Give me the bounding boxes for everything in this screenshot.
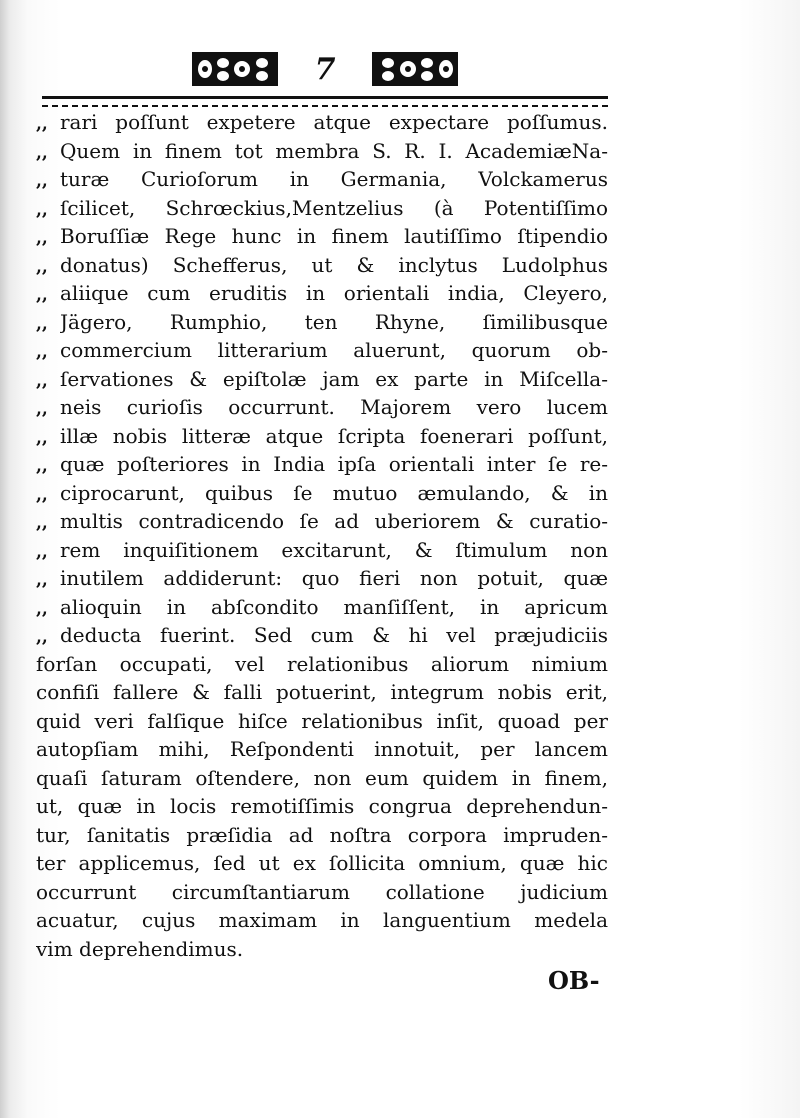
- text-line: [36, 564, 608, 593]
- text-line: [36, 137, 608, 166]
- text-line: [36, 792, 608, 821]
- text-line: [36, 365, 608, 394]
- text-line: [36, 764, 608, 793]
- quotation-mark: ,,: [36, 313, 48, 334]
- quotation-mark: ,,: [36, 456, 48, 476]
- quotation-mark: ,,: [36, 370, 48, 391]
- text-line: [36, 821, 608, 850]
- line-text: donatus) Schefferus, ut & inclytus Ludolphus: [60, 252, 608, 277]
- quotation-mark: ,,: [36, 627, 48, 647]
- text-line: [36, 621, 608, 650]
- catchword: OB-: [548, 966, 600, 995]
- line-text: ut, quæ in locis remotiſſimis congrua deprehendun-: [36, 794, 608, 818]
- line-text: rem inquiſitionem excitarunt, & ſtimulum non: [60, 537, 608, 562]
- text-line: [36, 308, 608, 337]
- quotation-mark: ,,: [36, 228, 48, 248]
- right-ornament-icon: [370, 48, 460, 90]
- quotation-mark: ,,: [36, 541, 48, 562]
- line-text: vim deprehendimus.: [36, 936, 244, 961]
- line-text: quid veri falſique hiſce relationibus inſit, quoad per: [36, 708, 608, 733]
- text-line: [36, 450, 608, 479]
- line-text: tur, ſanitatis præſidia ad noſtra corpora impruden-: [36, 822, 608, 847]
- quotation-mark: ,,: [36, 399, 48, 419]
- quotation-mark: ,,: [36, 256, 48, 277]
- line-text: turæ Curioſorum in Germania, Volckamerus: [60, 167, 608, 191]
- line-text: commercium litterarium aluerunt, quorum ob-: [60, 338, 608, 362]
- page-header: [190, 44, 460, 94]
- line-text: quæ poſteriores in India ipſa orientali inter ſe re-: [60, 452, 608, 476]
- text-line: [36, 222, 608, 251]
- quotation-mark: ,,: [36, 598, 48, 619]
- line-text: deducta fuerint. Sed cum & hi vel præjudiciis: [60, 623, 608, 647]
- quotation-mark: ,,: [36, 570, 48, 590]
- quotation-mark: ,,: [36, 171, 48, 191]
- text-line: [36, 935, 608, 964]
- body-text: [36, 108, 608, 963]
- quotation-mark: ,,: [36, 513, 48, 533]
- text-line: [36, 593, 608, 622]
- text-line: [36, 393, 608, 422]
- line-text: quaſi ſaturam oſtendere, non eum quidem in finem,: [36, 765, 608, 790]
- text-line: [36, 336, 608, 365]
- header-rule: [42, 96, 608, 107]
- quotation-mark: ,,: [36, 427, 48, 448]
- quotation-mark: ,,: [36, 142, 48, 163]
- line-text: confiſi fallere & falli potuerint, integrum nobis erit,: [36, 680, 608, 704]
- line-text: Jägero, Rumphio, ten Rhyne, ſimilibusque: [60, 309, 608, 334]
- quotation-mark: ,,: [36, 285, 48, 305]
- text-line: [36, 279, 608, 308]
- left-ornament-icon: [190, 48, 280, 90]
- text-line: [36, 251, 608, 280]
- text-line: [36, 507, 608, 536]
- line-text: alioquin in abſcondito manſiſſent, in apricum: [60, 594, 608, 619]
- line-text: occurrunt circumſtantiarum collatione judicium: [36, 879, 608, 904]
- quotation-mark: ,,: [36, 114, 48, 134]
- quotation-mark: ,,: [36, 484, 48, 505]
- line-text: autopſiam mihi, Reſpondenti innotuit, per lancem: [36, 737, 608, 761]
- line-text: ſcilicet, Schrœckius,Mentzelius (à Potentiſſimo: [60, 195, 608, 220]
- line-text: neis curioſis occurrunt. Majorem vero lucem: [60, 395, 608, 419]
- text-line: [36, 678, 608, 707]
- page-number: 7: [314, 51, 336, 87]
- line-text: aliique cum eruditis in orientali india, Cleyero,: [60, 281, 608, 305]
- line-text: Quem in finem tot membra S. R. I. AcademiæNa-: [60, 138, 608, 163]
- text-line: [36, 735, 608, 764]
- text-line: [36, 707, 608, 736]
- text-line: [36, 165, 608, 194]
- line-text: ciprocarunt, quibus ſe mutuo æmulando, & in: [60, 480, 608, 505]
- quotation-mark: ,,: [36, 342, 48, 362]
- line-text: inutilem addiderunt: quo fieri non potuit, quæ: [60, 566, 608, 590]
- text-line: [36, 479, 608, 508]
- quotation-mark: ,,: [36, 199, 48, 220]
- line-text: illæ nobis litteræ atque ſcripta foenerari poſſunt,: [60, 423, 608, 448]
- text-line: [36, 536, 608, 565]
- text-line: [36, 906, 608, 935]
- line-text: forſan occupati, vel relationibus aliorum nimium: [36, 651, 608, 676]
- line-text: Boruſſiæ Rege hunc in finem lautiſſimo ſtipendio: [60, 224, 608, 248]
- text-line: [36, 108, 608, 137]
- text-line: [36, 878, 608, 907]
- line-text: multis contradicendo ſe ad uberiorem & curatio-: [60, 509, 608, 533]
- text-line: [36, 650, 608, 679]
- line-text: ſervationes & epiſtolæ jam ex parte in Miſcella-: [60, 366, 608, 391]
- line-text: ter applicemus, ſed ut ex ſollicita omnium, quæ hic: [36, 851, 608, 875]
- text-line: [36, 849, 608, 878]
- line-text: acuatur, cujus maximam in languentium medela: [36, 908, 608, 932]
- line-text: rari poſſunt expetere atque expectare poſſumus.: [60, 110, 608, 134]
- text-line: [36, 194, 608, 223]
- text-line: [36, 422, 608, 451]
